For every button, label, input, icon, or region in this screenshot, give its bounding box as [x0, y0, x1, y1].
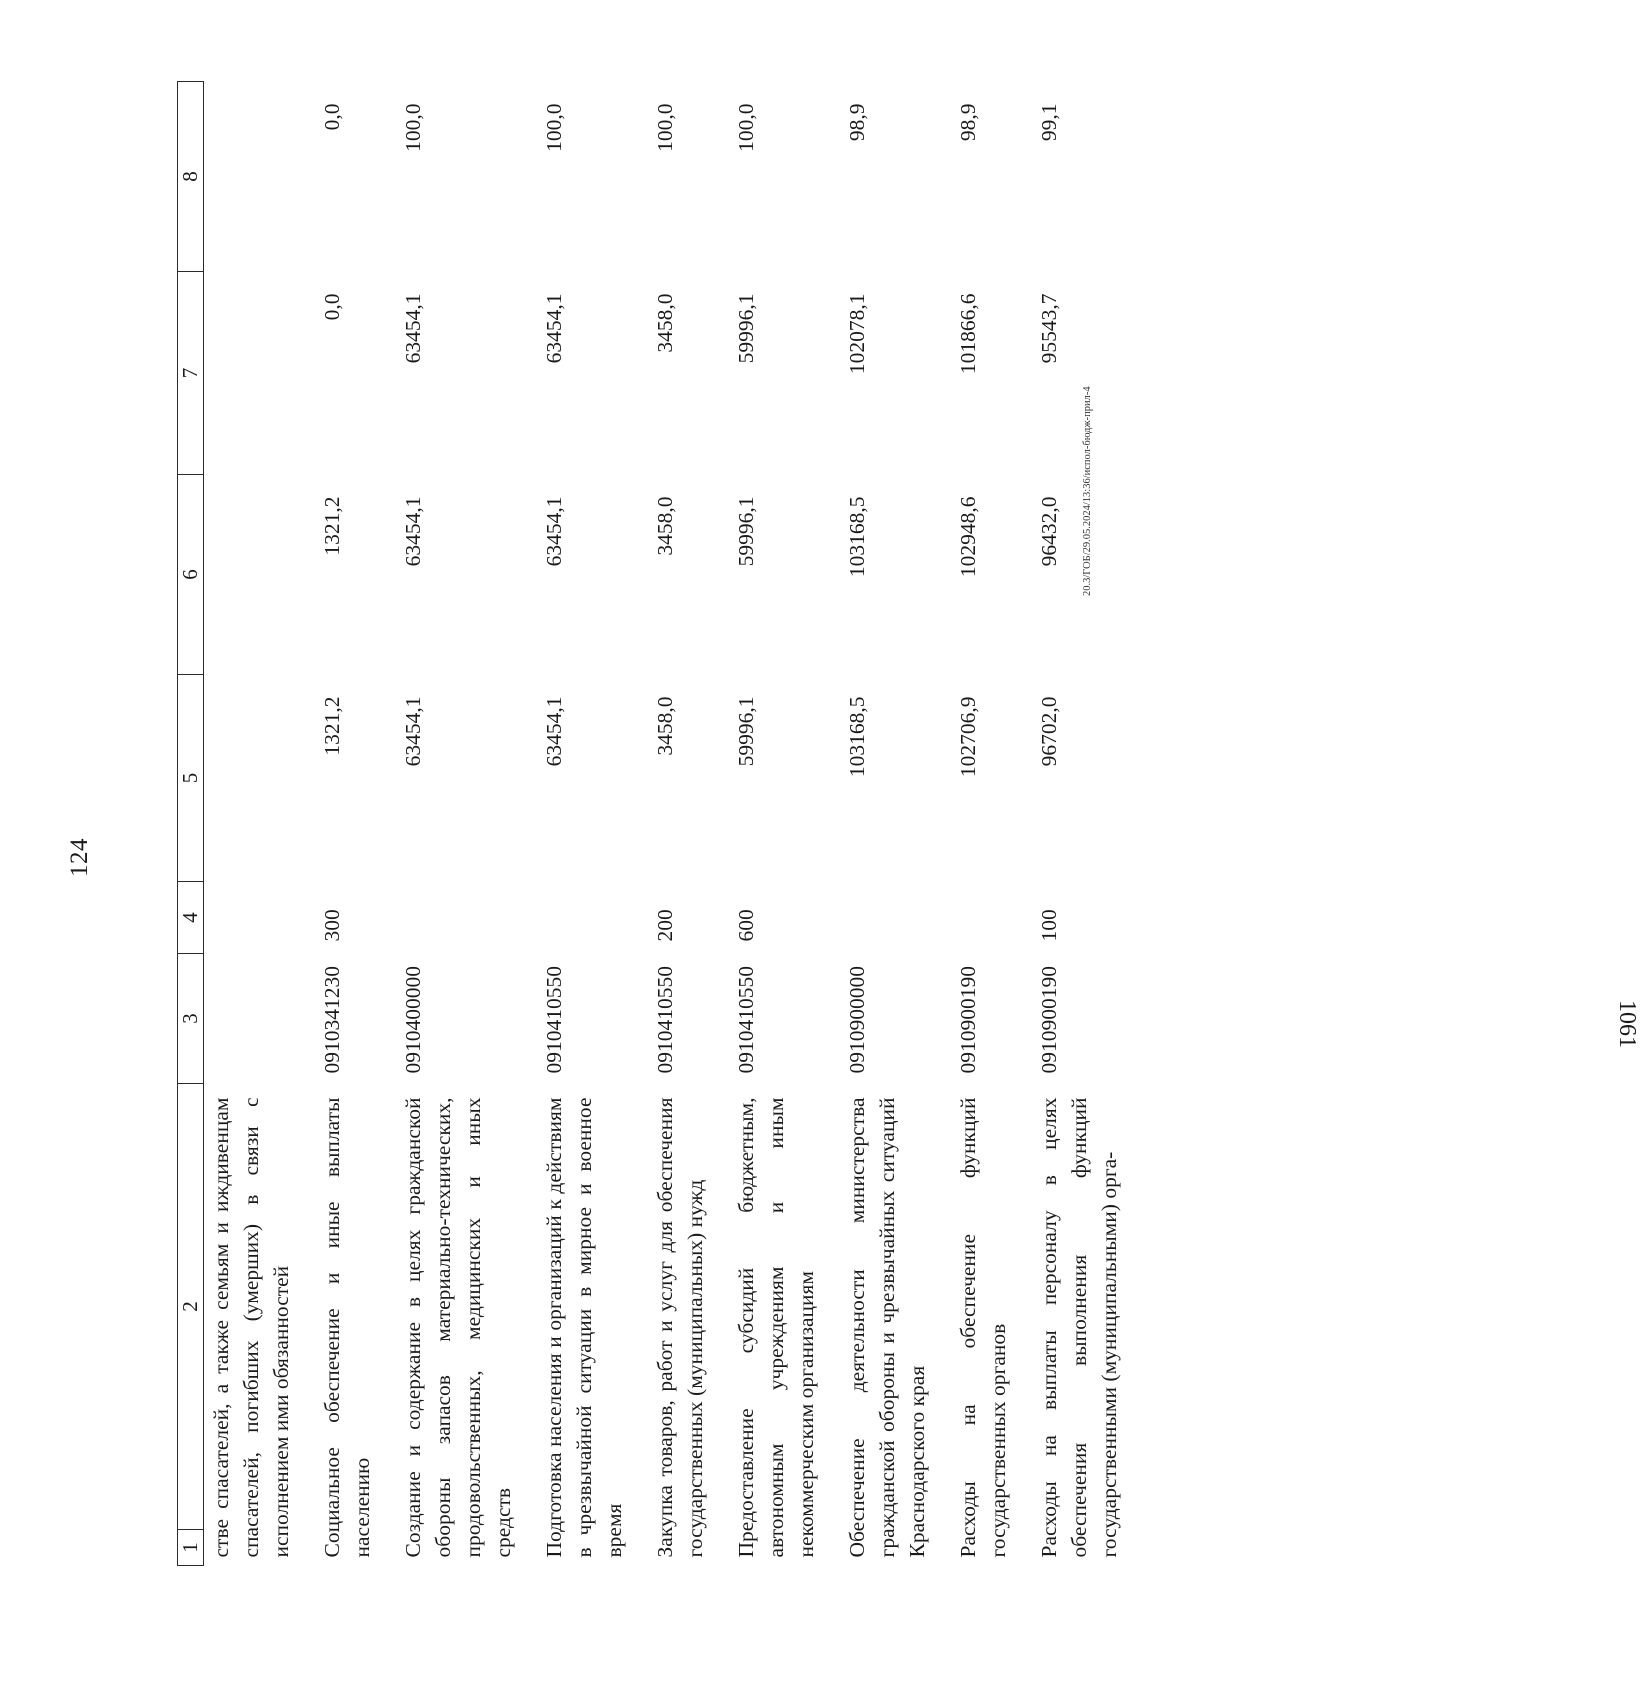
- budget-table: [177, 81, 1137, 1566]
- table-row: [834, 82, 945, 1566]
- column-header: 8: [178, 82, 204, 272]
- execution-percent: [204, 82, 310, 272]
- executed-amount: 101866,6: [956, 293, 980, 375]
- expense-type-code: [390, 882, 531, 954]
- approved-amount: 103168,5: [845, 696, 869, 778]
- column-number-row: [178, 82, 204, 1566]
- target-article-code: 0910410550: [734, 966, 758, 1074]
- execution-percent: 100,0: [734, 103, 758, 152]
- executed-amount: 59996,1: [734, 293, 758, 364]
- row-description: Закупка товаров, работ и услуг для обеспечения государственных (муниципальных) нужд: [653, 1097, 707, 1558]
- target-article-code: 0910400000: [401, 966, 425, 1074]
- executed-amount: 63454,1: [542, 293, 566, 364]
- refined-amount: 1321,2: [320, 496, 344, 556]
- column-header: 2: [178, 1084, 204, 1530]
- refined-amount: [204, 475, 310, 675]
- expense-type-code: 200: [653, 909, 677, 942]
- sheet-number: 1061: [1614, 1000, 1640, 1048]
- expense-type-code: 600: [734, 909, 758, 942]
- refined-amount: 103168,5: [845, 496, 869, 578]
- execution-percent: 98,9: [956, 103, 980, 142]
- expense-type-code: [834, 882, 945, 954]
- executed-amount: 95543,7: [1037, 293, 1061, 364]
- table-row: [723, 82, 834, 1566]
- executed-amount: 102078,1: [845, 293, 869, 375]
- refined-amount: 102948,6: [956, 496, 980, 578]
- column-header: 1: [178, 1530, 204, 1566]
- approved-amount: 102706,9: [956, 696, 980, 778]
- approved-amount: 63454,1: [542, 696, 566, 767]
- execution-percent: 0,0: [320, 103, 344, 131]
- execution-percent: 100,0: [653, 103, 677, 152]
- column-header: 7: [178, 272, 204, 475]
- executed-amount: [204, 272, 310, 475]
- table-row: [642, 82, 723, 1566]
- table-row: [309, 82, 390, 1566]
- row-description: Создание и содержание в целях гражданской обороны запасов материально-технических, продовольственных, медицинских и иных средств: [401, 1097, 515, 1558]
- row-description: стве спасателей, а также семьям и иждивенцам спасателей, погибших (умерших) в связи с исполнением ими обязанностей: [209, 1097, 293, 1558]
- row-description: Предоставление субсидий бюджетным, автономным учреждениям и иным некоммерческим организациям: [734, 1097, 818, 1558]
- execution-percent: 100,0: [542, 103, 566, 152]
- refined-amount: 63454,1: [542, 496, 566, 567]
- row-description: Расходы на выплаты персоналу в целях обеспечения выполнения функций государственными (муниципальными) орга-: [1037, 1097, 1121, 1558]
- row-description: Обеспечение деятельности министерства гражданской обороны и чрезвычайных ситуаций Краснодарского края: [845, 1097, 929, 1558]
- table-row: [945, 82, 1026, 1566]
- executed-amount: 3458,0: [653, 293, 677, 353]
- refined-amount: 96432,0: [1037, 496, 1061, 567]
- execution-percent: 100,0: [401, 103, 425, 152]
- target-article-code: 0910410550: [542, 966, 566, 1074]
- executed-amount: 63454,1: [401, 293, 425, 364]
- approved-amount: 3458,0: [653, 696, 677, 756]
- column-header: 6: [178, 475, 204, 675]
- row-description: Социальное обеспечение и иные выплаты населению: [320, 1097, 374, 1558]
- table-row: [204, 82, 310, 1566]
- execution-percent: 99,1: [1037, 103, 1061, 142]
- target-article-code: [204, 954, 310, 1084]
- refined-amount: 63454,1: [401, 496, 425, 567]
- column-header: 3: [178, 954, 204, 1084]
- expense-type-code: [945, 882, 1026, 954]
- target-article-code: 0910900190: [1037, 966, 1061, 1074]
- table-row: [531, 82, 642, 1566]
- document-footer-code: 20.3/ГОБ/29.05.2024/13:36/испол-бюдж-прил-4: [1082, 386, 1093, 596]
- approved-amount: [204, 675, 310, 882]
- approved-amount: 63454,1: [401, 696, 425, 767]
- expense-type-code: [204, 882, 310, 954]
- refined-amount: 59996,1: [734, 496, 758, 567]
- target-article-code: 0910410550: [653, 966, 677, 1074]
- target-article-code: 0910341230: [320, 966, 344, 1074]
- approved-amount: 96702,0: [1037, 696, 1061, 767]
- table-row: [390, 82, 531, 1566]
- execution-percent: 98,9: [845, 103, 869, 142]
- column-header: 4: [178, 882, 204, 954]
- page-number: 124: [66, 838, 93, 877]
- refined-amount: 3458,0: [653, 496, 677, 556]
- column-header: 5: [178, 675, 204, 882]
- approved-amount: 59996,1: [734, 696, 758, 767]
- row-description: Подготовка населения и организаций к действиям в чрезвычайной ситуации в мирное и военное время: [542, 1097, 626, 1558]
- target-article-code: 0910900000: [845, 966, 869, 1074]
- executed-amount: 0,0: [320, 293, 344, 321]
- approved-amount: 1321,2: [320, 696, 344, 756]
- table-row: [1026, 82, 1137, 1566]
- expense-type-code: 300: [320, 909, 344, 942]
- expense-type-code: 100: [1037, 909, 1061, 942]
- row-description: Расходы на обеспечение функций государственных органов: [956, 1097, 1010, 1558]
- target-article-code: 0910900190: [956, 966, 980, 1074]
- expense-type-code: [531, 882, 642, 954]
